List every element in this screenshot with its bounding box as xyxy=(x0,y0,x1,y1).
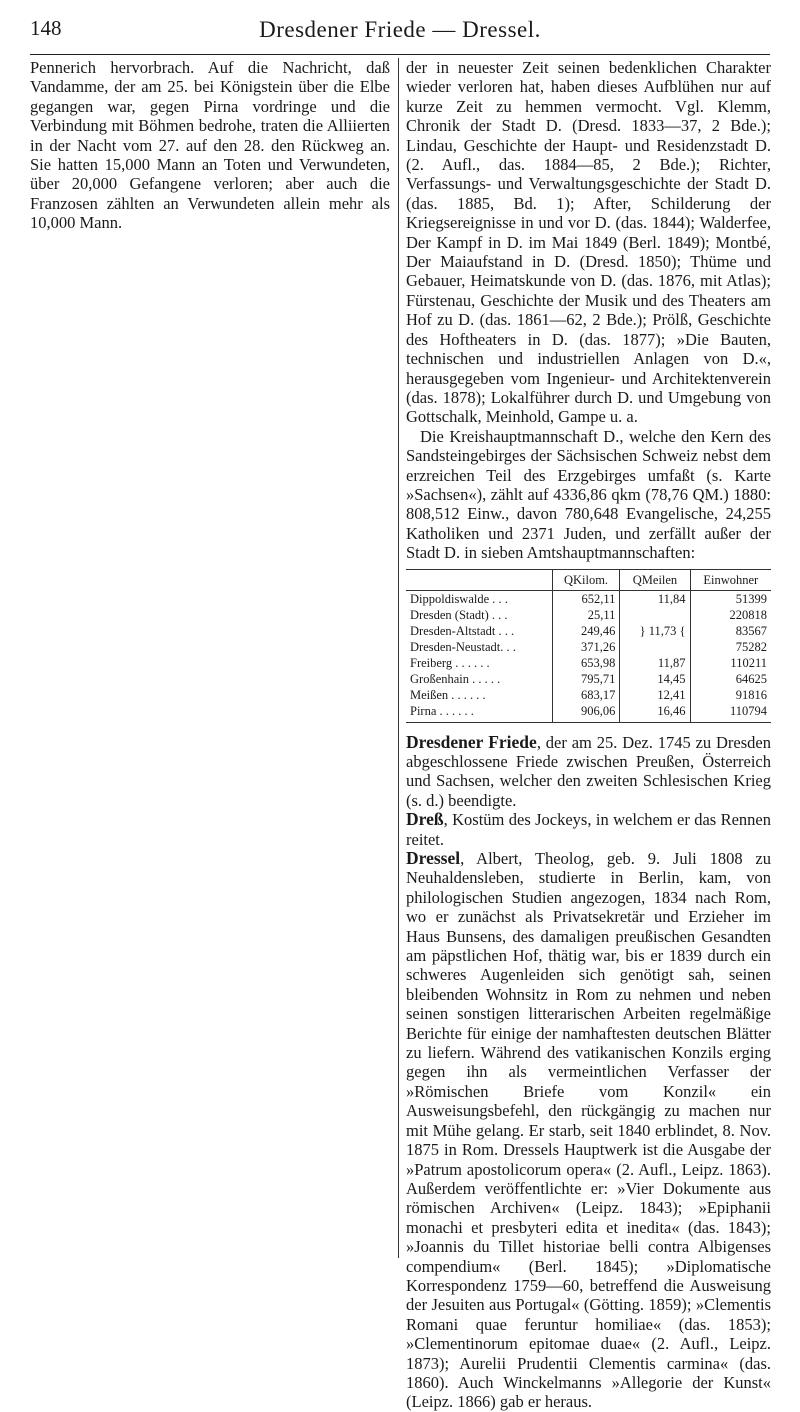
district-table xyxy=(406,569,771,723)
area-km: 653,98 xyxy=(552,655,620,671)
running-title: Dresdener Friede — Dressel. xyxy=(259,17,541,42)
district-name: Großenhain . . . . . xyxy=(410,671,501,686)
table-row xyxy=(406,703,771,723)
area-km: 25,11 xyxy=(552,607,620,623)
entry-headword: Dreß xyxy=(406,809,444,830)
entry-text: , Albert, Theolog, geb. 9. Juli 1808 zu Neuhaldensleben, studierte in Berlin, kam, von philologischen Studien angezogen, 1834 nach Rom, wo er zunächst als Privatsekretär und Erzieher im Haus Bunsens, des damaligen preußischen Gesandten am päpstlichen Hof, thätig war, bis er 1839 durch ein schweres Augenleiden sich genötigt sah, seinen bleibenden Wohnsitz in Rom zu nehmen und neben seinen sonstigen litterarischen Arbeiten regelmäßige Berichte für einige der namhaftesten deutschen Blätter zu liefern. Während des vatikanischen Konzils erging gegen ihn als vermeintlichen Verfasser der »Römischen Briefe vom Konzil« ein Ausweisungsbefehl, den rückgängig zu machen nur mit Mühe gelang. Er starb, seit 1840 erblindet, 8. Nov. 1875 in Rom. Dressels Hauptwerk ist die Ausgabe der »Patrum apostolicorum opera« (2. Aufl., Leipz. 1863). Außerdem veröffentlichte er: »Vier Dokumente aus römischen Archiven« (Leipz. 1843); »Epiphanii monachi et presbyteri edita et inedita« (das. 1843); »Joannis du Tillet historiae belli contra Albigenses compendium« (Berl. 1845); »Diplomatische Korrespondenz 1759—60, betreffend die Ausweisung der Jesuiten aus Portugal« (Götting. 1859); »Clementis Romani quae feruntur homiliae« (das. 1853); »Clementinorum epitomae duae« (2. Aufl., Leipz. 1873); Aurelii Prudentii Clementis carmina« (das. 1860). Auch Winckelmanns »Allegorie der Kunst« (Leipz. 1866) gab er heraus. xyxy=(406,849,771,1412)
area-km: 249,46 xyxy=(552,623,620,639)
table-header-row xyxy=(406,569,771,590)
bibliography-paragraph: der in neuester Zeit seinen bedenklichen Charakter wieder verloren hat, haben dieses Aufblühen nur auf kurze Zeit zu hemmen vermocht. Vgl. Klemm, Chronik der Stadt D. (Dresd. 1833—37, 2 Bde.); Lindau, Geschichte der Haupt- und Residenzstadt D. (2. Aufl., das. 1884—85, 2 Bde.); Richter, Verfassungs- und Verwaltungsgeschichte der Stadt D. (das. 1885, Bd. 1); After, Schilderung der Kriegsereignisse in und vor D. (das. 1844); Walderfee, Der Kampf in D. im Mai 1849 (Berl. 1849); Montbé, Der Maiaufstand in D. (Dresd. 1850); Thüme und Gebauer, Heimatskunde von D. (das. 1876, mit Atlas); Fürstenau, Geschichte der Musik und des Theaters am Hof zu D. (das. 1861—62, 2 Bde.); Prölß, Geschichte des Hoftheaters in D. (das. 1877); »Die Bauten, technischen und industriellen Anlagen von D.«, herausgegeben vom Ingenieur- und Architektenverein (das. 1878); Lokalführer durch D. und Umgebung von Gottschalk, Meinhold, Gampe u. a. xyxy=(406,58,771,427)
population: 83567 xyxy=(690,623,771,639)
district-name: Meißen . . . . . . xyxy=(410,687,486,702)
column-header: QKilom. xyxy=(552,569,620,590)
area-mi: 11,87 xyxy=(620,655,690,671)
population: 110794 xyxy=(690,703,771,723)
entry-text: , Kostüm des Jockeys, in welchem er das Rennen reitet. xyxy=(406,810,771,849)
area-km: 683,17 xyxy=(552,687,620,703)
area-km: 906,06 xyxy=(552,703,620,723)
entry-text: , der am 25. Dez. 1745 zu Dresden abgeschlossene Friede zwischen Preußen, Österreich und Sachsen, welcher den zweiten Schlesischen Krieg (s. d.) beendigte. xyxy=(406,732,771,810)
area-mi: } 11,73 { xyxy=(620,623,690,639)
table-row xyxy=(406,687,771,703)
district-name: Freiberg . . . . . . xyxy=(410,655,490,670)
page-header xyxy=(30,10,770,50)
district-name: Dippoldiswalde . . . xyxy=(410,591,508,606)
area-km: 652,11 xyxy=(552,590,620,607)
left-column xyxy=(30,58,390,233)
page-number: 148 xyxy=(30,16,62,40)
area-mi: 14,45 xyxy=(620,671,690,687)
area-mi: 16,46 xyxy=(620,703,690,723)
table-row xyxy=(406,655,771,671)
table-row xyxy=(406,607,771,623)
population: 75282 xyxy=(690,639,771,655)
district-name: Dresden-Neustadt. . . xyxy=(410,639,516,654)
kreishauptmannschaft-paragraph: Die Kreishauptmannschaft D., welche den Kern des Sandsteingebirges der Sächsischen Schweiz nebst dem erzreichen Teil des Erzgebirges umfaßt (s. Karte »Sachsen«), zählt auf 4336,86 qkm (78,76 QM.) 1880: 808,512 Einw., davon 780,648 Evangelische, 24,255 Katholiken und 2371 Juden, und zerfällt außer der Stadt D. in sieben Amtshauptmannschaften: xyxy=(406,426,771,563)
right-column xyxy=(406,58,771,1412)
table-row xyxy=(406,623,771,639)
column-header xyxy=(406,569,552,590)
population: 110211 xyxy=(690,655,771,671)
table-row xyxy=(406,590,771,607)
entry-dressel xyxy=(406,849,771,1412)
column-header: Einwohner xyxy=(690,569,771,590)
area-km: 795,71 xyxy=(552,671,620,687)
population: 51399 xyxy=(690,590,771,607)
column-divider xyxy=(398,58,399,1258)
population: 64625 xyxy=(690,671,771,687)
area-mi: 11,84 xyxy=(620,590,690,607)
area-mi xyxy=(620,607,690,623)
entry-headword: Dresdener Friede xyxy=(406,731,537,752)
district-name: Pirna . . . . . . xyxy=(406,703,552,723)
entry-headword: Dressel xyxy=(406,848,461,868)
table-row xyxy=(406,671,771,687)
district-name: Dresden (Stadt) . . . xyxy=(410,607,508,622)
left-paragraph: Pennerich hervorbrach. Auf die Nachricht, daß Vandamme, der am 25. bei Königstein über die Elbe gegangen war, gegen Pirna vordringe und die Verbindung mit Böhmen bedrohe, traten die Alliierten in der Nacht vom 27. auf den 28. den Rückweg an. Sie hatten 15,000 Mann an Toten und Verwundeten, über 20,000 Gefangene verloren; aber auch die Franzosen zählten an Verwundeten allein mehr als 10,000 Mann. xyxy=(30,58,390,233)
area-mi xyxy=(620,639,690,655)
population: 220818 xyxy=(690,607,771,623)
table-row xyxy=(406,639,771,655)
area-mi: 12,41 xyxy=(620,687,690,703)
entry-dresdener-friede xyxy=(406,733,771,811)
entry-dress xyxy=(406,810,771,849)
column-header: QMeilen xyxy=(620,569,690,590)
population: 91816 xyxy=(690,687,771,703)
district-name: Dresden-Altstadt . . . xyxy=(410,623,515,638)
header-rule xyxy=(30,54,770,55)
area-km: 371,26 xyxy=(552,639,620,655)
